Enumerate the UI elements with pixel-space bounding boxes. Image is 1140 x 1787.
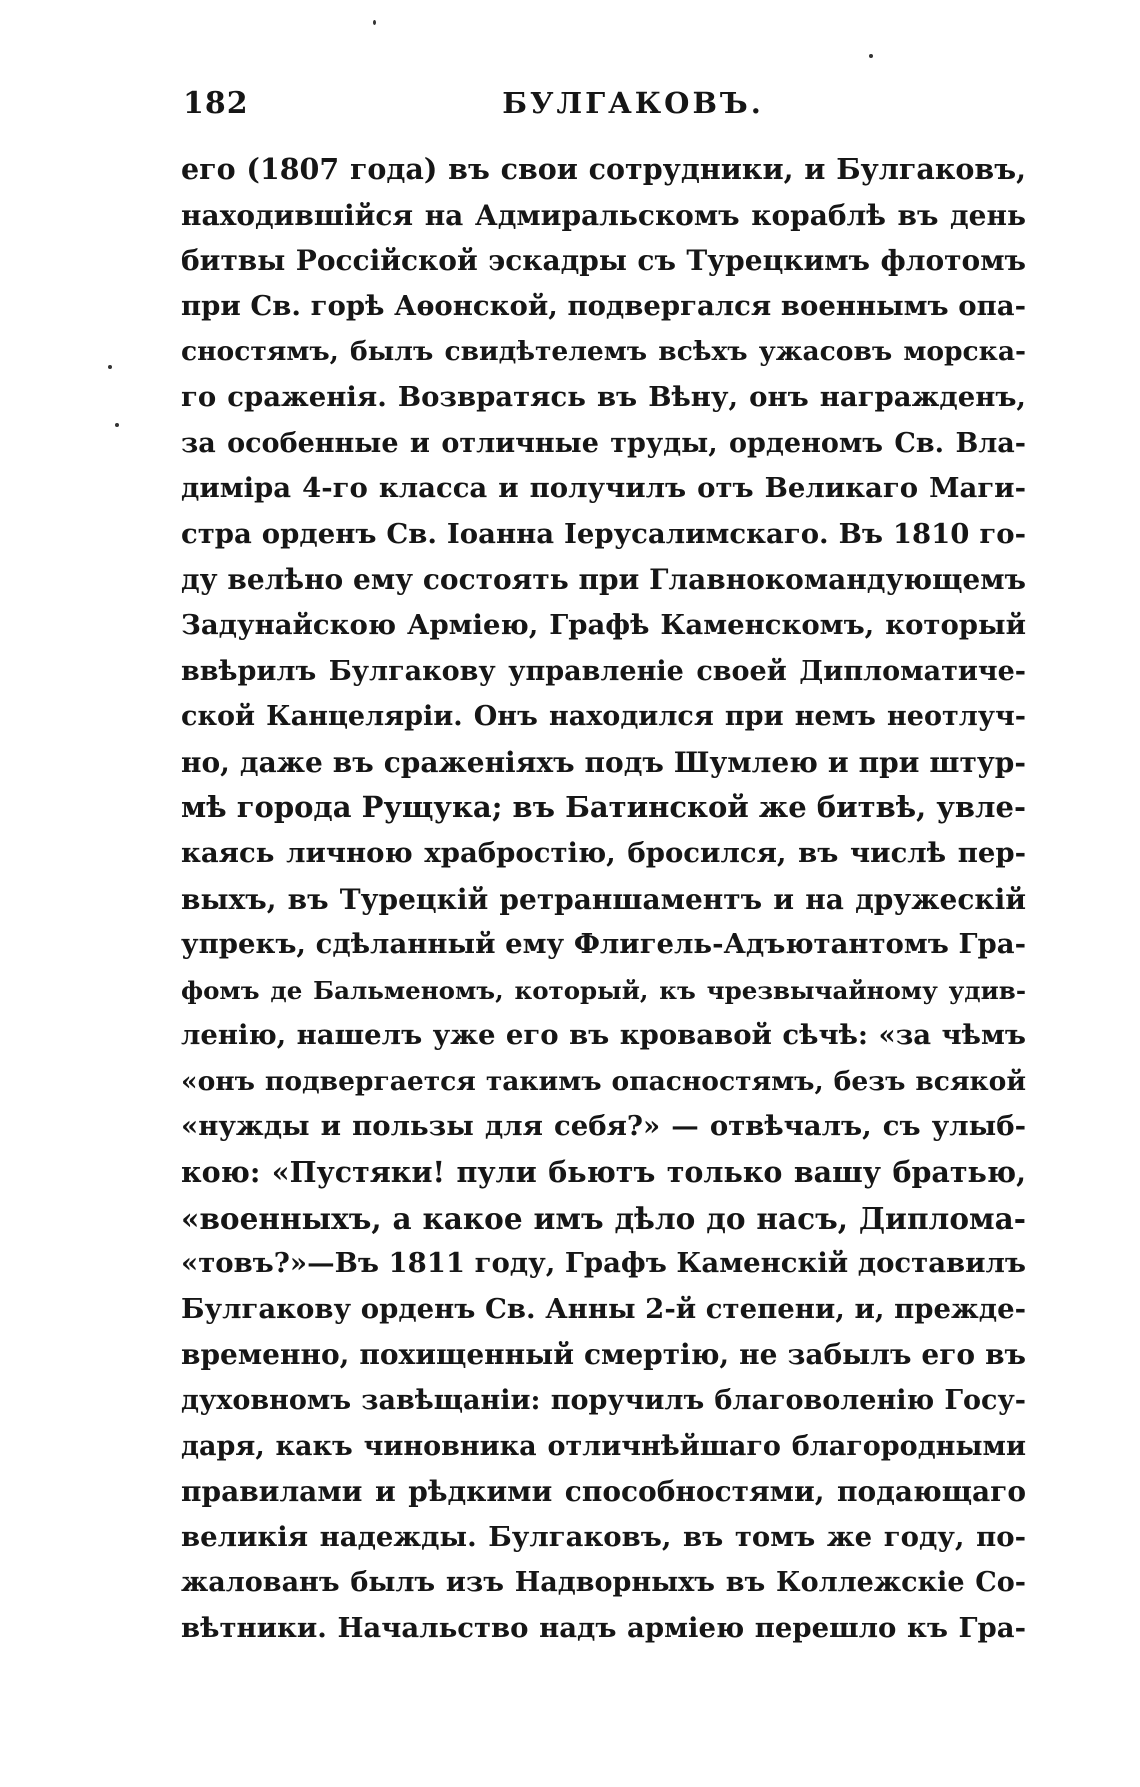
text-line: упрекъ, сдѣланный ему Флигель-Адъютантомъ Гра- bbox=[181, 928, 1026, 961]
text-line: «онъ подвергается такимъ опасностямъ, безъ всякой bbox=[181, 1065, 1026, 1097]
ink-speck bbox=[108, 365, 112, 369]
text-line: стра орденъ Св. Іоанна Іерусалимскаго. Въ 1810 го- bbox=[181, 517, 1026, 550]
text-line: при Св. горѣ Аѳонской, подвергался военнымъ опа- bbox=[181, 289, 1026, 322]
text-line: находившійся на Адмиральскомъ кораблѣ въ день bbox=[181, 198, 1026, 232]
text-line: «военныхъ, а какое имъ дѣло до насъ, Диплома- bbox=[181, 1200, 1026, 1236]
text-line: жалованъ былъ изъ Надворныхъ въ Коллежскіе Со- bbox=[181, 1567, 1026, 1599]
text-line: каясь личною храбростію, бросился, въ числѣ пер- bbox=[181, 836, 1026, 869]
body-text bbox=[181, 147, 1026, 1652]
text-line: Задунайскою Арміею, Графѣ Каменскомъ, который bbox=[181, 608, 1026, 641]
text-line: ввѣрилъ Булгакову управленіе своей Дипломатиче- bbox=[181, 655, 1026, 687]
text-line: вѣтники. Начальство надъ арміею перешло къ Гра- bbox=[181, 1612, 1026, 1644]
text-line: фомъ де Бальменомъ, который, къ чрезвычайному удив- bbox=[181, 975, 1026, 1005]
text-line: го сраженія. Возвратясь въ Вѣну, онъ награжденъ, bbox=[181, 380, 1026, 413]
ink-speck bbox=[115, 423, 119, 427]
text-line: Булгакову орденъ Св. Анны 2-й степени, и, прежде- bbox=[181, 1292, 1026, 1325]
page-header bbox=[183, 86, 1025, 126]
text-line: диміра 4-го класса и получилъ отъ Великаго Маги- bbox=[181, 472, 1026, 505]
text-line: битвы Россійской эскадры съ Турецкимъ флотомъ bbox=[181, 244, 1026, 278]
page-number: 182 bbox=[183, 86, 249, 121]
text-line: выхъ, въ Турецкій ретраншаментъ и на дружескій bbox=[181, 882, 1026, 916]
ink-speck bbox=[869, 54, 873, 58]
ink-speck bbox=[373, 20, 376, 25]
text-line: кою: «Пустяки! пули бьютъ только вашу братью, bbox=[181, 1155, 1026, 1190]
text-line: временно, похищенный смертію, не забылъ его въ bbox=[181, 1338, 1026, 1372]
text-line: ленію, нашелъ уже его въ кровавой сѣчѣ: «за чѣмъ bbox=[181, 1019, 1026, 1052]
text-line: «товъ?»—Въ 1811 году, Графъ Каменскій доставилъ bbox=[181, 1247, 1026, 1280]
text-line: ской Канцеляріи. Онъ находился при немъ неотлуч- bbox=[181, 701, 1026, 733]
running-title: БУЛГАКОВЪ. bbox=[502, 86, 764, 120]
text-line: даря, какъ чиновника отличнѣйшаго благородными bbox=[181, 1430, 1026, 1462]
text-line: за особенные и отличные труды, орденомъ Св. Вла- bbox=[181, 427, 1026, 459]
text-line: его (1807 года) въ свои сотрудники, и Булгаковъ, bbox=[181, 152, 1026, 186]
text-line: правилами и рѣдкими способностями, подающаго bbox=[181, 1475, 1026, 1509]
text-line: великія надежды. Булгаковъ, въ томъ же году, по- bbox=[181, 1520, 1026, 1553]
text-line: но, даже въ сраженіяхъ подъ Шумлею и при штур- bbox=[181, 745, 1026, 779]
text-line: мѣ города Рущука; въ Батинской же битвѣ, увле- bbox=[181, 790, 1026, 825]
text-line: сностямъ, былъ свидѣтелемъ всѣхъ ужасовъ морска- bbox=[181, 336, 1026, 368]
text-line: ду велѣно ему состоять при Главнокомандующемъ bbox=[181, 563, 1026, 597]
text-line: духовномъ завѣщаніи: поручилъ благоволенію Госу- bbox=[181, 1385, 1026, 1417]
text-line: «нужды и пользы для себя?» — отвѣчалъ, съ улыб- bbox=[181, 1110, 1026, 1143]
